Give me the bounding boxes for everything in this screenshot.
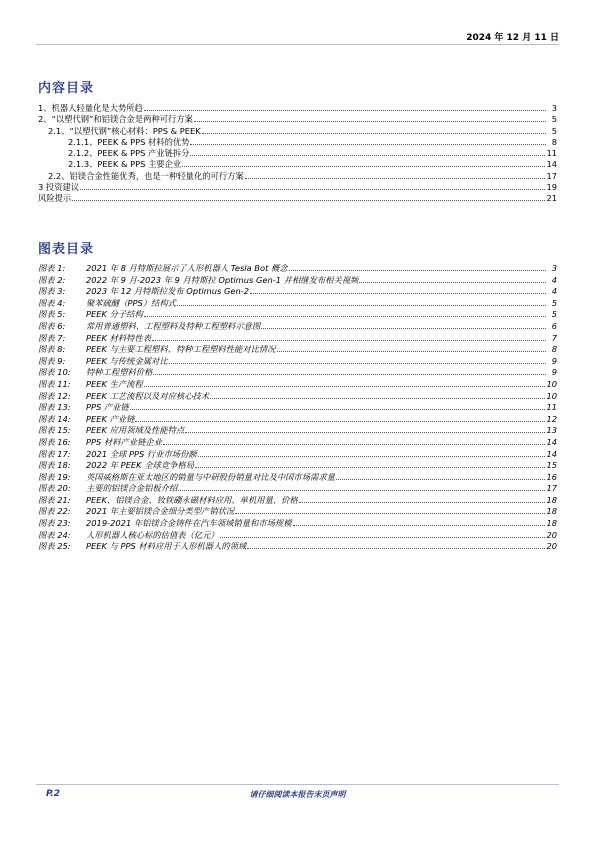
figure-entry-number: 图表 17: bbox=[38, 448, 71, 459]
figure-entry-label: PPS 材料产业链企业 bbox=[86, 436, 162, 447]
dot-leader bbox=[130, 402, 546, 410]
figure-entry-label: PEEK 产业链 bbox=[86, 413, 135, 424]
toc-entry-page: 11 bbox=[546, 148, 557, 159]
figure-entry-label: 英国威格斯在亚太地区的销量与中研股份销量对比及中国市场需求量 bbox=[86, 471, 335, 482]
figure-entry-number: 图表 8: bbox=[38, 344, 66, 355]
figure-entry[interactable] bbox=[38, 483, 557, 495]
toc-entry[interactable] bbox=[38, 126, 557, 137]
figure-entry-label: PEEK 应用领域及性能特点 bbox=[86, 425, 185, 436]
dot-leader bbox=[198, 449, 546, 457]
dot-leader bbox=[190, 137, 546, 145]
dot-leader bbox=[336, 472, 546, 480]
toc-entry[interactable] bbox=[38, 159, 557, 170]
figure-entry-number: 图表 14: bbox=[38, 413, 71, 424]
toc-entry-page: 8 bbox=[551, 136, 557, 147]
dot-leader bbox=[135, 414, 545, 422]
dot-leader bbox=[190, 148, 545, 156]
figure-entry[interactable] bbox=[38, 425, 557, 437]
figure-entry[interactable] bbox=[38, 437, 557, 449]
toc-list bbox=[38, 103, 557, 205]
dot-leader bbox=[277, 344, 546, 352]
dot-leader bbox=[144, 103, 546, 111]
figure-entry-page: 9 bbox=[551, 367, 557, 378]
figure-entry-page: 5 bbox=[551, 309, 557, 320]
figure-entry[interactable] bbox=[38, 298, 557, 310]
header-divider bbox=[36, 44, 559, 45]
toc-entry-label: 2.2、铝镁合金性能优秀，也是一种轻量化的可行方案 bbox=[48, 170, 244, 181]
figure-entry-label: 人形机器人核心标的估值表（亿元） bbox=[86, 529, 219, 540]
figure-entry[interactable] bbox=[38, 344, 557, 356]
page-number: P.2 bbox=[46, 789, 60, 799]
dot-leader bbox=[220, 530, 546, 538]
figure-entry-label: PEEK 材料特性表 bbox=[86, 332, 152, 343]
figure-entry[interactable] bbox=[38, 414, 557, 426]
figure-entry-label: PPS 产业链 bbox=[86, 402, 129, 413]
figure-entry[interactable] bbox=[38, 286, 557, 298]
toc-entry-label: 风险提示 bbox=[38, 193, 72, 204]
figure-entry-page: 4 bbox=[551, 286, 557, 297]
dot-leader bbox=[299, 495, 546, 503]
figure-entry[interactable] bbox=[38, 495, 557, 507]
toc-entry-label: 3 投资建议 bbox=[38, 182, 80, 193]
toc-entry-page: 5 bbox=[551, 125, 557, 136]
toc-entry[interactable] bbox=[38, 137, 557, 148]
figure-entry[interactable] bbox=[38, 379, 557, 391]
figure-entry-label: PEEK 与主要工程塑料、特种工程塑料性能对比情况 bbox=[86, 344, 276, 355]
figure-entry-label: 主要的铝镁合金铝板介绍 bbox=[86, 483, 178, 494]
figure-entry-number: 图表 1: bbox=[38, 263, 66, 273]
figure-entry-page: 9 bbox=[551, 355, 557, 366]
figure-entry[interactable] bbox=[38, 356, 557, 368]
figure-entry-number: 图表 15: bbox=[38, 425, 71, 436]
figure-entry-label: PEEK 分子结构 bbox=[86, 309, 143, 320]
figure-entry-number: 图表 10: bbox=[38, 367, 71, 378]
figure-entry[interactable] bbox=[38, 506, 557, 518]
figure-entry[interactable] bbox=[38, 333, 557, 345]
figure-entry-number: 图表 5: bbox=[38, 309, 66, 320]
toc-entry[interactable] bbox=[38, 148, 557, 159]
figure-entry-label: PEEK 与 PPS 材料应用于人形机器人的领域 bbox=[86, 541, 247, 552]
toc-entry-label: 2.1.3、PEEK & PPS 主要企业 bbox=[68, 159, 182, 170]
figure-entry-page: 11 bbox=[546, 402, 557, 413]
toc-entry[interactable] bbox=[38, 193, 557, 204]
dot-leader bbox=[178, 483, 545, 491]
report-date: 2024 年 12 月 11 日 bbox=[466, 33, 559, 43]
figure-entry-number: 图表 18: bbox=[38, 460, 71, 471]
figure-entry-page: 18 bbox=[546, 518, 557, 529]
figure-entry-page: 20 bbox=[546, 529, 557, 540]
figure-entry[interactable] bbox=[38, 518, 557, 530]
figure-entry[interactable] bbox=[38, 367, 557, 379]
toc-entry[interactable] bbox=[38, 171, 557, 182]
dot-leader bbox=[182, 159, 545, 167]
dot-leader bbox=[202, 126, 546, 134]
dot-leader bbox=[210, 391, 545, 399]
figure-entry-page: 8 bbox=[551, 344, 557, 355]
figure-entry-page: 5 bbox=[551, 297, 557, 308]
dot-leader bbox=[247, 541, 545, 549]
dot-leader bbox=[185, 425, 545, 433]
figure-entry-label: 2022 年 9 月-2023 年 9 月特斯拉 Optimus Gen-1 并相继发布相关视频 bbox=[86, 274, 359, 285]
figure-entry-number: 图表 11: bbox=[38, 378, 71, 389]
figure-entry-page: 16 bbox=[546, 471, 557, 482]
dot-leader bbox=[293, 518, 546, 526]
figure-entry-page: 14 bbox=[546, 436, 557, 447]
figure-entry[interactable] bbox=[38, 472, 557, 484]
figure-entry[interactable] bbox=[38, 460, 557, 472]
dot-leader bbox=[194, 114, 546, 122]
toc-entry-label: 2.1.2、PEEK & PPS 产业链拆分 bbox=[68, 148, 190, 159]
figure-entry[interactable] bbox=[38, 402, 557, 414]
dot-leader bbox=[359, 275, 546, 283]
figure-list bbox=[38, 263, 557, 553]
figure-entry-label: 聚苯硫醚（PPS）结构式 bbox=[86, 297, 176, 308]
toc-entry-page: 14 bbox=[546, 159, 557, 170]
toc-entry-page: 3 bbox=[551, 103, 557, 113]
dot-leader bbox=[261, 321, 546, 329]
figure-entry-page: 12 bbox=[546, 413, 557, 424]
figure-entry-number: 图表 22: bbox=[38, 506, 71, 517]
figure-entry-number: 图表 25: bbox=[38, 541, 71, 552]
figure-entry-page: 13 bbox=[546, 425, 557, 436]
figure-entry-number: 图表 19: bbox=[38, 471, 71, 482]
figure-entry[interactable] bbox=[38, 391, 557, 403]
figure-entry-label: 2021 全球 PPS 行业市场份额 bbox=[86, 448, 197, 459]
figure-entry-page: 6 bbox=[551, 320, 557, 331]
figure-entry-page: 14 bbox=[546, 448, 557, 459]
figure-entry-label: 2021 年 8 月特斯拉展示了人形机器人 Tesla Bot 概念 bbox=[86, 263, 288, 273]
figure-entry[interactable] bbox=[38, 541, 557, 553]
dot-leader bbox=[289, 263, 546, 271]
dot-leader bbox=[163, 437, 545, 445]
figure-entry[interactable] bbox=[38, 530, 557, 542]
figure-entry[interactable] bbox=[38, 449, 557, 461]
figure-entry-number: 图表 4: bbox=[38, 297, 66, 308]
toc-entry[interactable] bbox=[38, 114, 557, 125]
figure-entry-number: 图表 3: bbox=[38, 286, 66, 297]
dot-leader bbox=[153, 367, 546, 375]
figure-entry-page: 18 bbox=[546, 506, 557, 517]
figure-entry-number: 图表 16: bbox=[38, 436, 71, 447]
figure-entry-page: 15 bbox=[546, 460, 557, 471]
figure-entry[interactable] bbox=[38, 309, 557, 321]
figure-entry-number: 图表 6: bbox=[38, 320, 66, 331]
dot-leader bbox=[80, 182, 545, 190]
figure-entry-number: 图表 12: bbox=[38, 390, 71, 401]
toc-entry-page: 19 bbox=[546, 182, 557, 193]
figure-entry-page: 10 bbox=[546, 378, 557, 389]
toc-entry-page: 17 bbox=[546, 170, 557, 181]
toc-entry-label: 2、“以塑代钢”和铝镁合金是两种可行方案 bbox=[38, 114, 193, 125]
figure-entry[interactable] bbox=[38, 263, 557, 275]
toc-entry-label: 2.1、“以塑代钢”核心材料：PPS & PEEK bbox=[48, 125, 201, 136]
figure-entry-label: PEEK、铝镁合金、钕铁硼永磁材料应用、单机用量、价格 bbox=[86, 494, 298, 505]
figure-entry-page: 18 bbox=[546, 494, 557, 505]
figure-entry-label: 常用普通塑料、工程塑料及特种工程塑料示意图 bbox=[86, 320, 261, 331]
figure-entry-label: PEEK 与传统金属对比 bbox=[86, 355, 168, 366]
figure-entry-page: 20 bbox=[546, 541, 557, 552]
dot-leader bbox=[144, 309, 546, 317]
figure-entry-number: 图表 21: bbox=[38, 494, 71, 505]
figure-entry-label: 2022 年 PEEK 全球竞争格局 bbox=[86, 460, 195, 471]
figure-entry-label: 特种工程塑料价格 bbox=[86, 367, 153, 378]
dot-leader bbox=[250, 286, 546, 294]
figure-entry-number: 图表 20: bbox=[38, 483, 71, 494]
dot-leader bbox=[152, 333, 546, 341]
figure-entry-label: 2019-2021 年铝镁合金铸件在汽车领域销量和市场规模 bbox=[86, 518, 292, 529]
toc-entry-page: 5 bbox=[551, 114, 557, 125]
figure-list-title: 图表目录 bbox=[38, 242, 95, 257]
dot-leader bbox=[144, 379, 546, 387]
dot-leader bbox=[169, 356, 546, 364]
footer-disclaimer: 请仔细阅读本报告末页声明 bbox=[249, 790, 346, 799]
dot-leader bbox=[245, 171, 546, 179]
toc-title: 内容目录 bbox=[38, 81, 95, 96]
figure-entry-page: 10 bbox=[546, 390, 557, 401]
figure-entry-page: 3 bbox=[551, 263, 557, 273]
figure-entry-number: 图表 9: bbox=[38, 355, 66, 366]
figure-entry-page: 17 bbox=[546, 483, 557, 494]
figure-entry-label: PEEK 工艺流程以及对应核心技术 bbox=[86, 390, 210, 401]
dot-leader bbox=[195, 460, 545, 468]
figure-entry-page: 7 bbox=[551, 332, 557, 343]
toc-entry[interactable] bbox=[38, 103, 557, 114]
toc-entry-label: 2.1.1、PEEK & PPS 材料的优势 bbox=[68, 136, 190, 147]
figure-entry-page: 4 bbox=[551, 274, 557, 285]
figure-entry-number: 图表 7: bbox=[38, 332, 66, 343]
toc-entry[interactable] bbox=[38, 182, 557, 193]
dot-leader bbox=[72, 193, 545, 201]
figure-entry[interactable] bbox=[38, 275, 557, 287]
figure-entry-number: 图表 23: bbox=[38, 518, 71, 529]
figure-entry-label: 2023 年 12 月特斯拉发布 Optimus Gen-2 bbox=[86, 286, 250, 297]
figure-entry-number: 图表 2: bbox=[38, 274, 66, 285]
figure-entry-number: 图表 13: bbox=[38, 402, 71, 413]
toc-entry-label: 1、机器人轻量化是大势所趋 bbox=[38, 103, 143, 113]
toc-entry-page: 21 bbox=[546, 193, 557, 204]
figure-entry[interactable] bbox=[38, 321, 557, 333]
figure-entry-number: 图表 24: bbox=[38, 529, 71, 540]
footer-divider bbox=[36, 784, 559, 785]
figure-entry-label: PEEK 生产流程 bbox=[86, 378, 143, 389]
dot-leader bbox=[235, 506, 545, 514]
figure-entry-label: 2021 年主要铝镁合金细分类型产销状况 bbox=[86, 506, 235, 517]
dot-leader bbox=[177, 298, 546, 306]
